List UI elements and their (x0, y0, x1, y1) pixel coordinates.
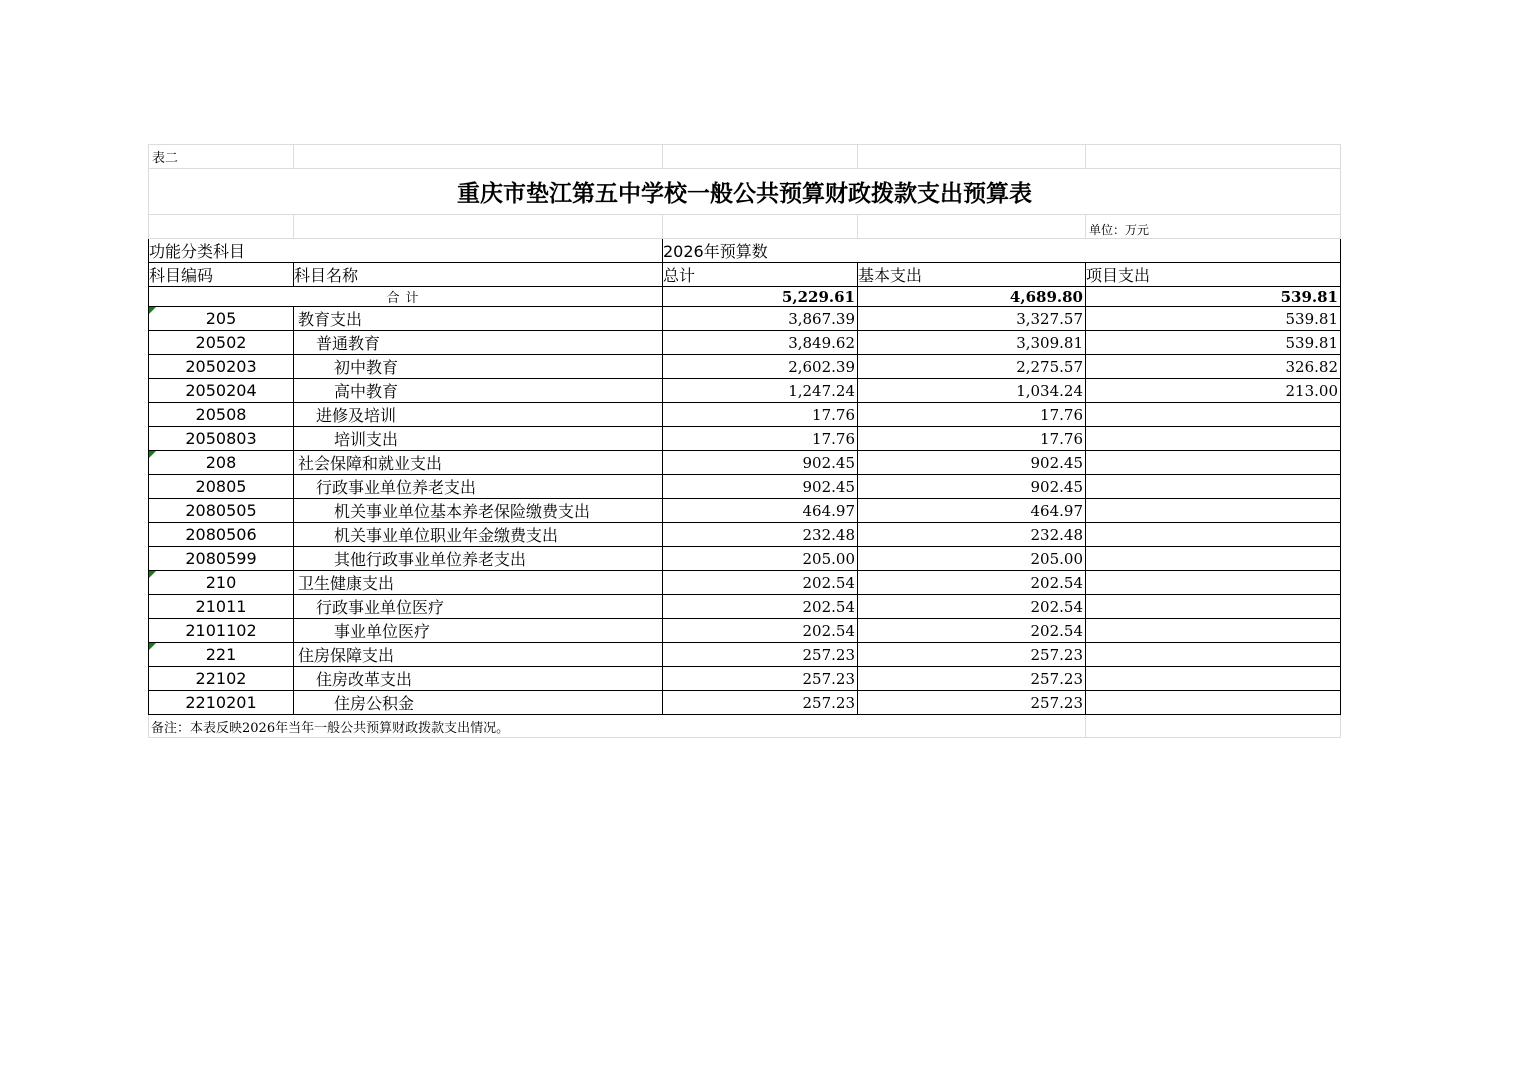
row-basic: 257.23 (858, 691, 1086, 715)
budget-sheet (148, 144, 1340, 738)
table-row (149, 619, 1341, 643)
table-title: 重庆市垫江第五中学校一般公共预算财政拨款支出预算表 (149, 169, 1341, 215)
cell-comment-marker-icon (149, 307, 156, 314)
unit-row (149, 215, 1341, 239)
cell-comment-marker-icon (149, 643, 156, 650)
row-code-text: 205 (205, 309, 237, 328)
row-basic: 17.76 (858, 427, 1086, 451)
row-code (149, 355, 294, 379)
row-code (149, 691, 294, 715)
row-total: 202.54 (663, 619, 858, 643)
row-name: 进修及培训 (294, 403, 663, 427)
row-basic: 17.76 (858, 403, 1086, 427)
row-project: 539.81 (1086, 331, 1341, 355)
row-project (1086, 475, 1341, 499)
budget-table (148, 144, 1341, 738)
row-total: 257.23 (663, 691, 858, 715)
table-row (149, 451, 1341, 475)
row-name: 普通教育 (294, 331, 663, 355)
row-basic: 902.45 (858, 451, 1086, 475)
row-basic: 3,309.81 (858, 331, 1086, 355)
row-code (149, 619, 294, 643)
row-code-text: 21011 (195, 597, 247, 616)
row-basic: 1,034.24 (858, 379, 1086, 403)
row-total: 902.45 (663, 475, 858, 499)
row-code (149, 667, 294, 691)
row-name: 初中教育 (294, 355, 663, 379)
table-row (149, 523, 1341, 547)
table-row (149, 667, 1341, 691)
total-total: 5,229.61 (663, 287, 858, 307)
table-row (149, 547, 1341, 571)
row-code (149, 475, 294, 499)
row-code-text: 208 (205, 453, 237, 472)
row-total: 257.23 (663, 643, 858, 667)
table-row (149, 307, 1341, 331)
row-project (1086, 691, 1341, 715)
row-total: 902.45 (663, 451, 858, 475)
row-total: 232.48 (663, 523, 858, 547)
table-row (149, 643, 1341, 667)
row-code-text: 22102 (195, 669, 247, 688)
row-total: 202.54 (663, 571, 858, 595)
total-project: 539.81 (1086, 287, 1341, 307)
table-row (149, 331, 1341, 355)
row-code-text: 2050204 (185, 381, 257, 400)
table-note: 备注：本表反映2026年当年一般公共预算财政拨款支出情况。 (149, 715, 1086, 738)
row-total: 1,247.24 (663, 379, 858, 403)
row-total: 205.00 (663, 547, 858, 571)
table-row (149, 499, 1341, 523)
row-project (1086, 523, 1341, 547)
row-total: 3,867.39 (663, 307, 858, 331)
header-code: 科目编码 (149, 263, 294, 287)
row-project (1086, 403, 1341, 427)
row-total: 257.23 (663, 667, 858, 691)
header-name: 科目名称 (294, 263, 663, 287)
sheet-label: 表二 (149, 145, 294, 169)
total-basic: 4,689.80 (858, 287, 1086, 307)
table-row (149, 355, 1341, 379)
row-code-text: 2080506 (185, 525, 257, 544)
row-basic: 464.97 (858, 499, 1086, 523)
cell-comment-marker-icon (149, 451, 156, 458)
row-code-text: 2050803 (185, 429, 257, 448)
row-basic: 902.45 (858, 475, 1086, 499)
row-project (1086, 451, 1341, 475)
row-total: 3,849.62 (663, 331, 858, 355)
header-total: 总计 (663, 263, 858, 287)
row-project (1086, 499, 1341, 523)
row-project (1086, 643, 1341, 667)
row-project (1086, 595, 1341, 619)
row-code-text: 2080505 (185, 501, 257, 520)
row-name: 社会保障和就业支出 (294, 451, 663, 475)
row-name: 机关事业单位职业年金缴费支出 (294, 523, 663, 547)
row-code-text: 20502 (195, 333, 247, 352)
row-name: 行政事业单位养老支出 (294, 475, 663, 499)
total-row (149, 287, 1341, 307)
row-basic: 205.00 (858, 547, 1086, 571)
row-code (149, 451, 294, 475)
row-code (149, 379, 294, 403)
table-row (149, 427, 1341, 451)
sheet-label-row (149, 145, 1341, 169)
row-code (149, 547, 294, 571)
row-code (149, 523, 294, 547)
row-code (149, 307, 294, 331)
header-column-row (149, 263, 1341, 287)
row-project (1086, 667, 1341, 691)
table-row (149, 403, 1341, 427)
row-code-text: 2210201 (185, 693, 257, 712)
row-basic: 232.48 (858, 523, 1086, 547)
header-budget-year: 2026年预算数 (663, 239, 1341, 263)
cell-comment-marker-icon (149, 571, 156, 578)
header-basic: 基本支出 (858, 263, 1086, 287)
row-code-text: 2101102 (185, 621, 257, 640)
row-name: 卫生健康支出 (294, 571, 663, 595)
row-name: 住房保障支出 (294, 643, 663, 667)
row-name: 事业单位医疗 (294, 619, 663, 643)
row-code (149, 643, 294, 667)
row-code (149, 571, 294, 595)
row-project: 326.82 (1086, 355, 1341, 379)
row-code (149, 403, 294, 427)
row-name: 教育支出 (294, 307, 663, 331)
row-basic: 257.23 (858, 643, 1086, 667)
total-label: 合计 (149, 287, 663, 307)
row-project: 213.00 (1086, 379, 1341, 403)
row-basic: 202.54 (858, 595, 1086, 619)
row-name: 住房改革支出 (294, 667, 663, 691)
row-code-text: 210 (205, 573, 237, 592)
row-name: 机关事业单位基本养老保险缴费支出 (294, 499, 663, 523)
row-basic: 202.54 (858, 619, 1086, 643)
row-name: 其他行政事业单位养老支出 (294, 547, 663, 571)
title-row (149, 169, 1341, 215)
row-code (149, 499, 294, 523)
row-name: 行政事业单位医疗 (294, 595, 663, 619)
row-name: 住房公积金 (294, 691, 663, 715)
row-total: 202.54 (663, 595, 858, 619)
row-total: 17.76 (663, 403, 858, 427)
row-basic: 2,275.57 (858, 355, 1086, 379)
row-code-text: 20805 (195, 477, 247, 496)
table-row (149, 475, 1341, 499)
row-total: 17.76 (663, 427, 858, 451)
table-row (149, 691, 1341, 715)
table-row (149, 571, 1341, 595)
row-code (149, 331, 294, 355)
unit-label: 单位：万元 (1086, 215, 1341, 239)
note-row (149, 715, 1341, 738)
row-project: 539.81 (1086, 307, 1341, 331)
row-project (1086, 547, 1341, 571)
row-basic: 202.54 (858, 571, 1086, 595)
row-code-text: 2050203 (185, 357, 257, 376)
row-code-text: 2080599 (185, 549, 257, 568)
row-total: 2,602.39 (663, 355, 858, 379)
row-name: 培训支出 (294, 427, 663, 451)
row-basic: 257.23 (858, 667, 1086, 691)
row-project (1086, 427, 1341, 451)
row-basic: 3,327.57 (858, 307, 1086, 331)
row-project (1086, 571, 1341, 595)
row-code-text: 20508 (195, 405, 247, 424)
header-group-row (149, 239, 1341, 263)
table-row (149, 379, 1341, 403)
row-name: 高中教育 (294, 379, 663, 403)
header-project: 项目支出 (1086, 263, 1341, 287)
row-total: 464.97 (663, 499, 858, 523)
table-row (149, 595, 1341, 619)
row-code-text: 221 (205, 645, 237, 664)
row-code (149, 595, 294, 619)
header-function-category: 功能分类科目 (149, 239, 663, 263)
row-project (1086, 619, 1341, 643)
row-code (149, 427, 294, 451)
